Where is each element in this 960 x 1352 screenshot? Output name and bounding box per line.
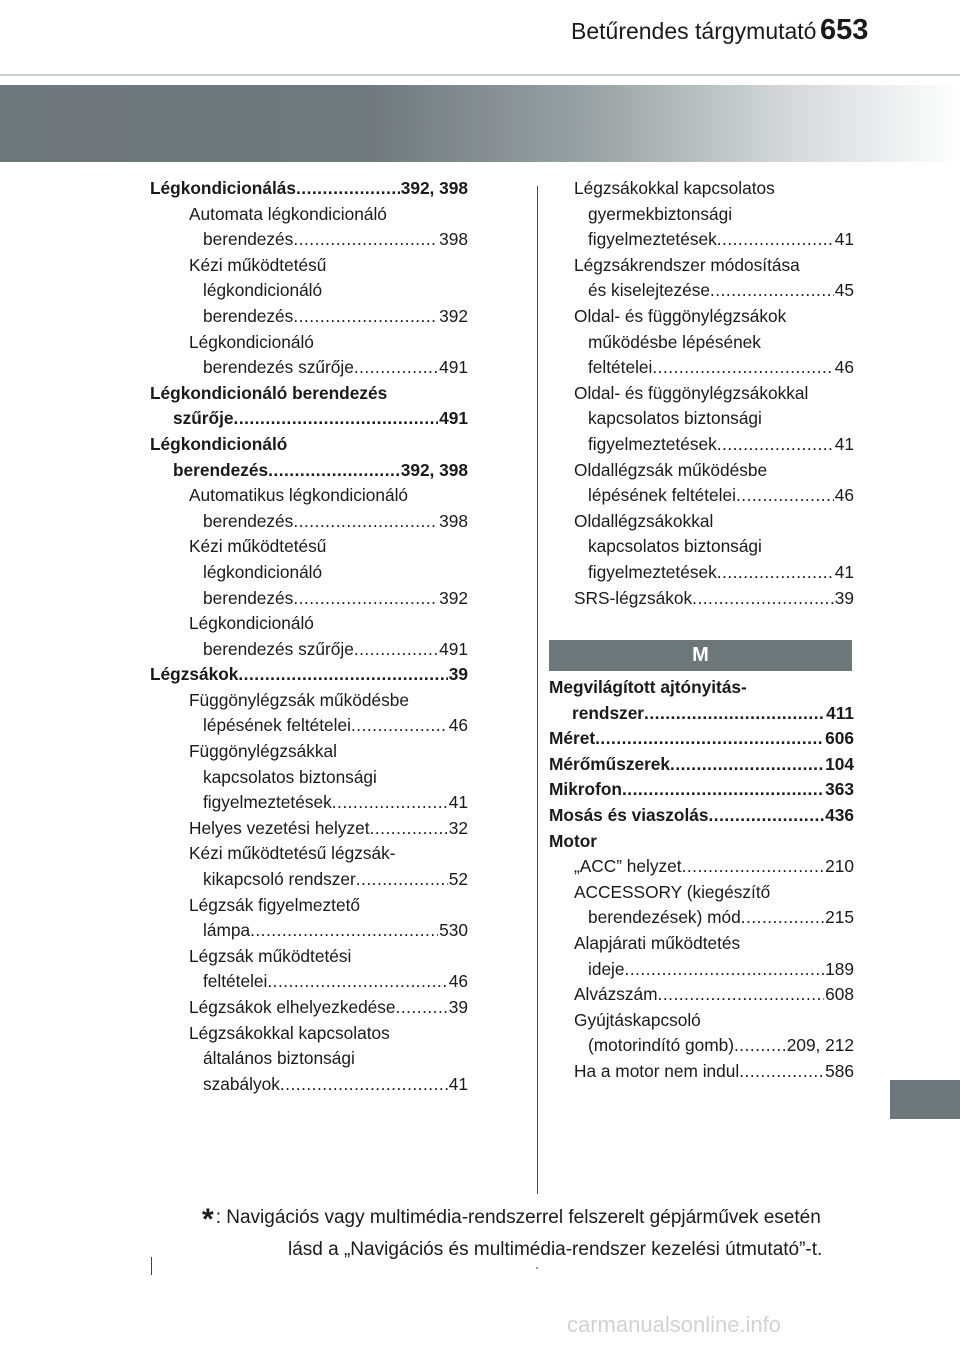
index-entry [549,675,854,726]
page-reference: 392, 398 [400,178,468,198]
page-reference: 398 [439,229,468,250]
index-term: szűrője [173,408,234,429]
header-rule [0,74,960,76]
index-entry-line: általános biztonsági [203,1048,355,1069]
index-entry-line: Oldallégzsák működésbe [574,459,768,480]
index-entry [549,304,854,381]
index-entry [549,176,854,253]
index-entry [150,381,468,432]
page-reference: 398 [439,510,468,531]
index-entry [549,777,854,803]
page-reference: 32 [448,817,468,838]
index-entry-line: Oldallégzsákokkal [574,510,714,531]
page-reference: 411 [826,702,854,723]
index-entry-leader-line [189,790,468,816]
index-term: Mérőműszerek [549,753,671,774]
dot-leader [267,969,447,995]
index-entry-line: Légzsák működtetési [189,945,352,966]
dot-leader [692,586,834,612]
index-entry-leader-line [189,713,468,739]
dot-leader [234,406,439,432]
index-entry-line: Légzsákokkal kapcsolatos [574,178,775,198]
page-reference: 363 [825,779,854,800]
index-term: berendezés szűrője [203,357,354,378]
index-entry [549,982,854,1008]
page-reference: 189 [825,958,854,979]
index-entry-line: ACCESSORY (kiegészítő [574,881,771,902]
dot-leader [250,918,438,944]
dot-leader [717,227,834,253]
dot-leader [717,432,834,458]
page-number: 653 [820,14,869,46]
index-term: figyelmeztetések [588,433,717,454]
page-reference: 436 [825,804,854,825]
index-term: figyelmeztetések [588,561,717,582]
page-reference: 46 [448,715,468,736]
page-reference: 46 [834,357,854,378]
index-term: berendezés [203,510,294,531]
index-term: berendezés [173,459,269,480]
index-entry-line: Kézi működtetésű [189,254,327,275]
index-term: Helyes vezetési helyzet [189,817,370,838]
section-header-m: M [549,640,852,671]
index-term: berendezések) mód [588,907,741,928]
index-entry-leader-line [189,509,468,535]
index-entry-leader-line [574,1059,854,1085]
index-term: Mikrofon [549,779,622,800]
page-reference: 215 [825,907,854,928]
index-entry-leader-line [549,803,854,829]
page-reference: 41 [448,1073,468,1094]
dot-leader [717,560,834,586]
index-entry-line: Légzsák figyelmeztető [189,894,360,915]
page-reference: 530 [439,920,468,941]
dot-leader [238,662,447,688]
index-entry-leader-line [574,854,854,880]
page-reference: 392 [439,587,468,608]
dot-leader [625,957,825,983]
index-entry-line: Légzsákokkal kapcsolatos [189,1022,390,1043]
index-entry [549,586,854,612]
index-entry [150,611,468,662]
index-entry-line: kapcsolatos biztonsági [203,766,377,787]
index-entry-line: Alapjárati működtetés [574,932,741,953]
index-term: feltételei [203,971,268,992]
index-term: feltételei [588,357,653,378]
index-entry-line: Oldal- és függönylégzsákokkal [574,382,809,403]
thumb-index-tab [890,1080,960,1119]
index-entry-line: kapcsolatos biztonsági [588,536,762,557]
index-entry [150,176,468,202]
dot-leader [658,982,825,1008]
page-reference: 586 [825,1060,854,1081]
index-entry-leader-line [549,777,854,803]
index-entry [150,816,468,842]
dot-leader [293,586,438,612]
index-entry-line: Kézi működtetésű [189,536,327,557]
index-entry-line: Légkondicionáló [189,613,314,634]
index-term: „ACC” helyzet [574,856,682,877]
index-term: Légzsákok [150,664,239,685]
dot-leader [293,304,438,330]
chapter-banner [0,85,960,162]
dot-leader [293,227,438,253]
index-entry-leader-line [574,586,854,612]
index-term: figyelmeztetések [203,792,332,813]
index-term: figyelmeztetések [588,229,717,250]
page-reference: 52 [448,869,468,890]
footnote [202,1203,822,1265]
dot-leader [710,278,834,304]
dot-leader [280,1072,448,1098]
index-entry [549,726,854,752]
index-term: Ha a motor nem indul [574,1060,740,1081]
index-column-left [150,176,468,1097]
footnote-line-1: : Navigációs vagy multimédia-rendszerrel felszerelt gépjárművek esetén [215,1207,821,1228]
index-entry-leader-line [574,957,854,983]
index-entry [150,893,468,944]
index-term: ideje [588,958,625,979]
index-entry-line: működésbe lépésének [588,331,761,352]
index-term: SRS-légzsákok [574,587,693,608]
index-entry [549,1059,854,1085]
index-term: kikapcsoló rendszer [203,869,356,890]
index-entry-leader-line [574,982,854,1008]
dot-leader [268,458,400,484]
index-term: berendezés szűrője [203,638,354,659]
index-entry-leader-line [150,662,468,688]
index-entry-leader-line [574,1033,854,1059]
dot-leader [396,995,448,1021]
page-reference: 39 [834,587,854,608]
index-entry-leader-line [150,458,468,484]
index-entry-leader-line [189,969,468,995]
index-entry [150,202,468,253]
index-entry-line: Motor [549,830,597,851]
index-entry [549,931,854,982]
index-entry-line: Függönylégzsák működésbe [189,689,409,710]
index-entry-leader-line [150,176,468,202]
page-reference: 41 [834,229,854,250]
dot-leader [354,637,438,663]
index-entry [549,829,854,855]
index-entry [150,739,468,816]
index-entry-leader-line [189,918,468,944]
index-entry-leader-line [549,726,854,752]
page-reference: 41 [834,433,854,454]
index-entry-leader-line [549,701,854,727]
index-entry-line: légkondicionáló [203,561,323,582]
index-entry [150,534,468,611]
index-entry-leader-line [574,905,854,931]
dot-leader [739,1059,824,1085]
index-term: szabályok [203,1073,280,1094]
index-entry-leader-line [189,995,468,1021]
index-entry-line: Gyújtáskapcsoló [574,1009,701,1030]
index-entry [150,662,468,688]
page-reference: 210 [825,856,854,877]
index-column-right-top [549,176,854,611]
index-entry [549,1008,854,1059]
page-reference: 46 [448,971,468,992]
index-term: rendszer [572,702,645,723]
dot-leader [652,355,833,381]
index-entry-line: Kézi működtetésű légzsák- [189,843,396,864]
index-entry-line: Oldal- és függönylégzsákok [574,305,787,326]
dot-leader [351,713,448,739]
index-entry [549,854,854,880]
page-reference: 39 [448,997,468,1017]
index-term: lámpa [203,920,251,941]
index-term: lépésének feltételei [588,485,736,506]
index-entry-leader-line [189,586,468,612]
dot-leader [296,176,400,202]
footnote-line-2: lásd a „Navigációs és multimédia-rendszer kezelési útmutató”-t. [288,1239,823,1260]
index-entry [150,841,468,892]
page-reference: 491 [439,408,468,429]
index-entry-leader-line [574,227,854,253]
index-term: berendezés [203,229,294,250]
dot-leader [644,701,825,727]
footer-mark [536,1267,538,1269]
index-entry-leader-line [574,278,854,304]
index-entry [549,253,854,304]
page-reference: 392 [439,305,468,326]
page-reference: 45 [834,280,854,301]
page-reference: 41 [448,792,468,813]
index-entry [549,880,854,931]
index-entry-line: Automata légkondicionáló [189,203,387,224]
index-term: berendezés [203,587,294,608]
index-entry [150,995,468,1021]
dot-leader [622,777,824,803]
index-entry-leader-line [574,432,854,458]
watermark: carmanualsonline.info [567,1312,782,1337]
dot-leader [293,509,438,535]
index-entry-line: kapcsolatos biztonsági [588,408,762,429]
index-term: és kiselejtezése [588,280,710,301]
dot-leader [356,867,448,893]
dot-leader [670,752,824,778]
index-entry-line: Légkondicionáló berendezés [150,382,388,403]
index-entry-line: Légzsákrendszer módosítása [574,254,800,275]
index-term: Méret [549,728,596,749]
footer-rule-left [151,1257,152,1275]
index-entry [150,1021,468,1098]
index-entry-leader-line [189,304,468,330]
index-entry-leader-line [189,816,468,842]
index-entry [150,688,468,739]
index-entry [549,458,854,509]
index-entry-line: Automatikus légkondicionáló [189,485,409,506]
index-entry-line: Légkondicionáló [150,433,288,454]
index-entry-leader-line [189,867,468,893]
index-entry-leader-line [574,355,854,381]
index-term: Mosás és viaszolás [549,804,709,825]
index-term: Alvázszám [574,984,658,1005]
index-entry-line: gyermekbiztonsági [588,203,733,224]
index-entry [150,253,468,330]
column-divider [537,186,538,1194]
index-entry-leader-line [150,406,468,432]
index-entry [549,752,854,778]
dot-leader [734,1033,786,1059]
index-entry-line: légkondicionáló [203,280,323,301]
dot-leader [595,726,824,752]
dot-leader [354,355,438,381]
index-entry [549,509,854,586]
index-entry [150,944,468,995]
index-entry-leader-line [189,637,468,663]
page-reference: 491 [439,638,468,659]
page-reference: 46 [834,485,854,506]
index-entry [150,432,468,483]
dot-leader [332,790,448,816]
index-term: Légkondicionálás [150,178,296,198]
dot-leader [741,905,824,931]
index-term: berendezés [203,305,294,326]
index-entry-leader-line [549,752,854,778]
index-entry [150,330,468,381]
index-entry-line: Légkondicionáló [189,331,314,352]
index-term: (motorindító gomb) [588,1035,734,1056]
index-entry [150,483,468,534]
page-reference: 41 [834,561,854,582]
index-entry-leader-line [189,1072,468,1098]
index-term: lépésének feltételei [203,715,351,736]
page-reference: 104 [825,753,854,774]
dot-leader [708,803,824,829]
footnote-marker: * [202,1203,214,1236]
page-reference: 606 [825,728,854,749]
index-entry-leader-line [189,227,468,253]
page-reference: 209, 212 [786,1035,854,1056]
index-entry-leader-line [189,355,468,381]
page-reference: 608 [825,984,854,1005]
index-entry [549,381,854,458]
index-entry [549,803,854,829]
index-entry-line: Függönylégzsákkal [189,741,337,762]
index-entry-leader-line [574,483,854,509]
page-reference: 392, 398 [400,459,468,480]
index-term: Légzsákok elhelyezkedése [189,997,396,1017]
dot-leader [736,483,834,509]
dot-leader [682,854,825,880]
header-title: Betűrendes tárgymutató [571,18,817,44]
index-entry-leader-line [574,560,854,586]
index-column-right-bottom [549,675,854,1085]
page-reference: 39 [448,664,468,685]
index-entry-line: Megvilágított ajtónyitás- [549,677,747,697]
page-reference: 491 [439,357,468,378]
dot-leader [370,816,448,842]
